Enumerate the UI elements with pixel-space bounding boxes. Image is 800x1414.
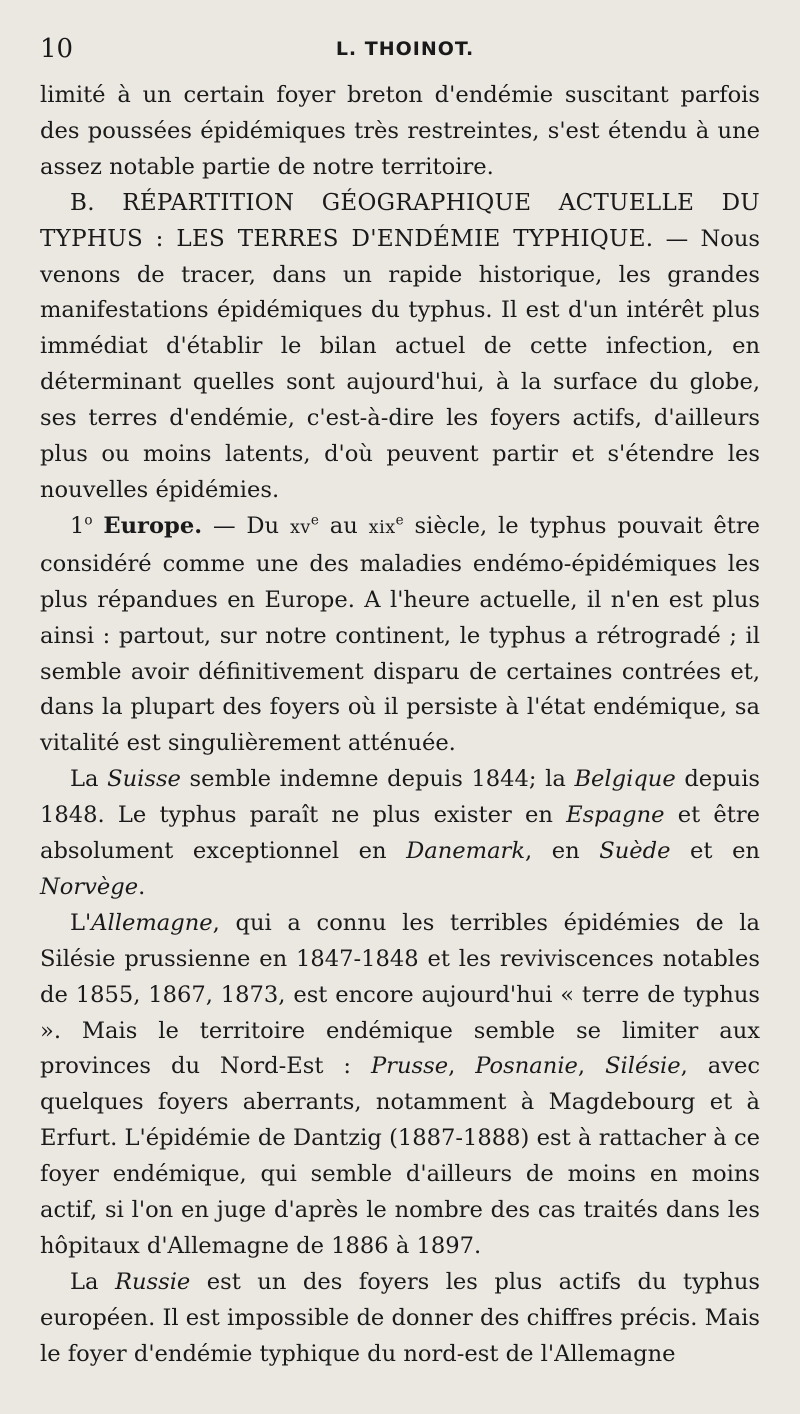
country-allemagne: Allemagne (91, 909, 213, 936)
allemagne-text-3: , (448, 1053, 476, 1080)
suisse-text-6: et en (670, 838, 760, 865)
body-text (40, 78, 760, 1373)
paragraph-suisse (40, 762, 760, 906)
region-prusse: Prusse (370, 1053, 449, 1080)
section-intro: — Nous venons de tracer, dans un rapide historique, les grandes manifestations épidémiques du typhus. Il est d'un intérêt plus immédiat d'établir le bilan actuel de cette infection, en déterminant quelles sont aujourd'hui, à la surface du globe, ses terres d'endémie, c'est-à-dire les foyers actifs, d'ailleurs plus ou moins latents, d'où peuvent partir et s'étendre les nouvelles épidémies. (40, 225, 760, 503)
russie-text-1: La (70, 1268, 115, 1295)
europe-title: Europe. (103, 512, 203, 539)
region-silesie: Silésie (605, 1053, 681, 1080)
europe-ordinal: o (84, 512, 93, 529)
europe-number: 1 (70, 512, 85, 539)
suisse-text-7: . (138, 873, 146, 900)
century-19: xix (368, 517, 396, 538)
suisse-text-5: , en (525, 838, 600, 865)
europe-text-2: au (318, 512, 369, 539)
suisse-text-4: et être absolument exceptionnel en (40, 802, 761, 865)
suisse-text-2: semble indemne depuis 1844; la (180, 766, 575, 793)
country-suede: Suède (599, 838, 671, 865)
country-belgique: Belgique (574, 766, 676, 793)
paragraph-allemagne (40, 906, 760, 1265)
section-heading-paragraph (40, 186, 760, 509)
page-header (40, 34, 760, 78)
country-norvege: Norvège (40, 873, 139, 900)
allemagne-text-1: L' (70, 909, 92, 936)
section-heading: B. RÉPARTITION GÉOGRAPHIQUE ACTUELLE DU TYPHUS : LES TERRES D'ENDÉMIE TYPHIQUE. (40, 189, 760, 252)
country-danemark: Danemark (406, 838, 526, 865)
country-espagne: Espagne (566, 802, 665, 829)
country-suisse: Suisse (107, 766, 181, 793)
country-russie: Russie (114, 1268, 191, 1295)
century-19-ordinal: e (395, 512, 404, 529)
paragraph-europe (40, 509, 760, 762)
allemagne-text-5: , avec quelques foyers aberrants, notamment à Magdebourg et à Erfurt. L'épidémie de Dantzig (1887-1888) est à rattacher à ce foyer endémique, qui semble d'ailleurs de moins en moins actif, si l'on en juge d'après le nombre des cas traités dans les hôpitaux d'Allemagne de 1886 à 1897. (40, 1053, 760, 1259)
allemagne-text-4: , (577, 1053, 606, 1080)
page-number: 10 (40, 34, 74, 64)
europe-text-3: siècle, le typhus pouvait être considéré comme une des maladies endémo-épidémiques les plus répandues en Europe. A l'heure actuelle, il n'en est plus ainsi : partout, sur notre continent, le typhus a rétrogradé ; il semble avoir définitivement disparu de certaines contrées et, dans la plupart des foyers où il persiste à l'état endémique, sa vitalité est singulièrement atténuée. (40, 512, 761, 757)
paragraph-russie (40, 1265, 760, 1373)
paragraph-continuation: limité à un certain foyer breton d'endémie suscitant parfois des poussées épidémiques très restreintes, s'est étendu à une assez notable partie de notre territoire. (40, 82, 760, 180)
russie-text-2: est un des foyers les plus actifs du typhus européen. Il est impossible de donner des chiffres précis. Mais le foyer d'endémie typhique du nord-est de l'Allemagne (40, 1268, 760, 1367)
region-posnanie: Posnanie (475, 1053, 578, 1080)
suisse-text-3: depuis 1848. Le typhus paraît ne plus exister en (40, 766, 761, 829)
century-15: xv (289, 517, 311, 538)
running-head: L. THOINOT. (335, 38, 475, 60)
europe-text-1: — Du (202, 512, 290, 539)
century-15-ordinal: e (310, 512, 319, 529)
allemagne-text-2: , qui a connu les terribles épidémies de la Silésie prussienne en 1847-1848 et les reviviscences notables de 1855, 1867, 1873, est encore aujourd'hui « terre de typhus ». Mais le territoire endémique semble se limiter aux provinces du Nord-Est : (40, 909, 760, 1080)
suisse-text-1: La (70, 766, 108, 793)
